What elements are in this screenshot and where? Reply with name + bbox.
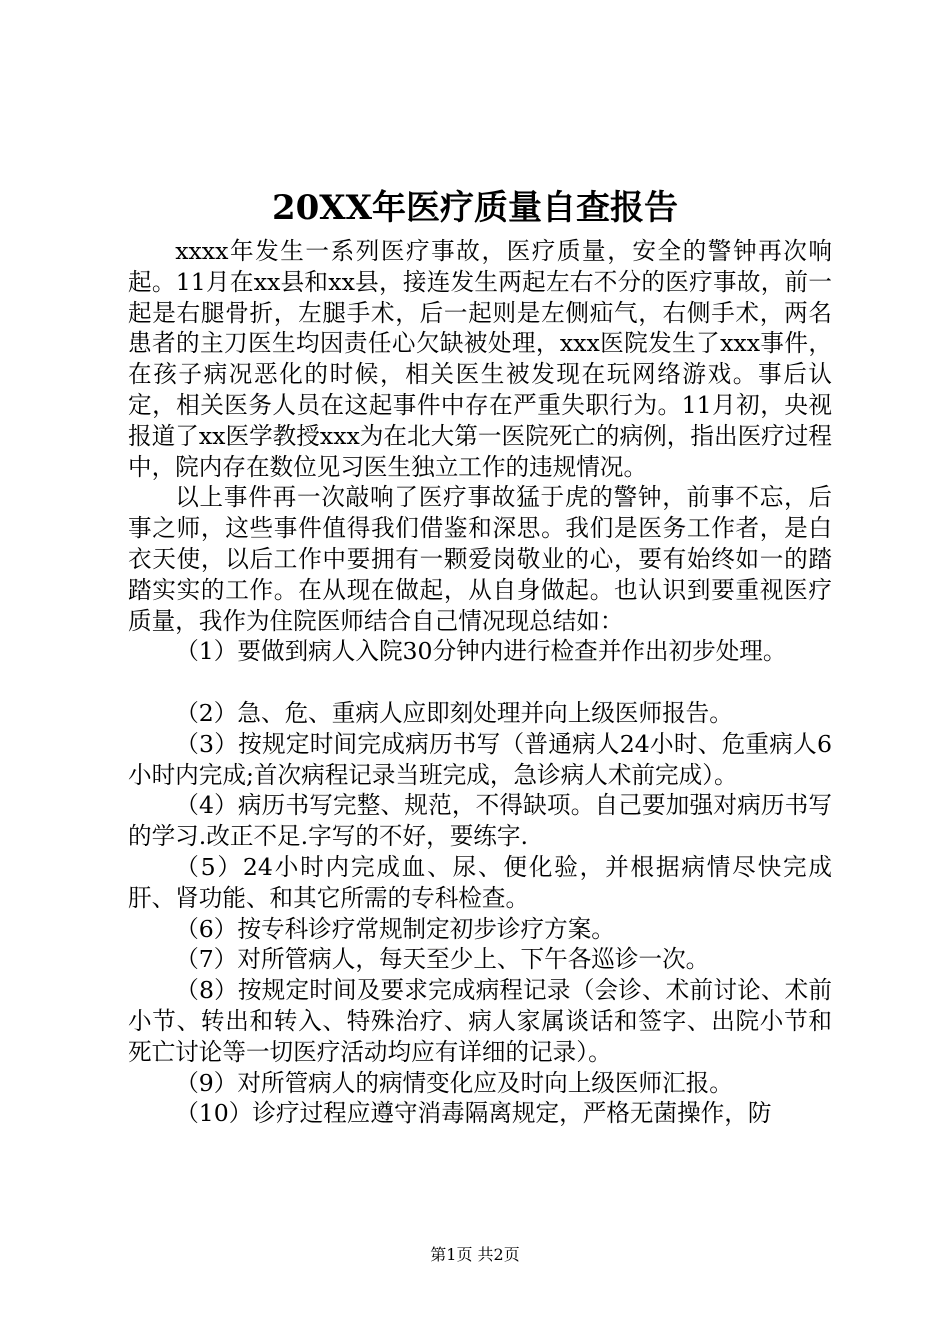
- list-item-3: （3）按规定时间完成病历书写（普通病人24小时、危重病人6小时内完成;首次病程记录当班完成，急诊病人术前完成）。: [128, 729, 832, 789]
- document-body: [128, 236, 832, 1129]
- list-item-1: （1）要做到病人入院30分钟内进行检查并作出初步处理。: [175, 637, 787, 666]
- list-item-7: （7）对所管病人，每天至少上、下午各巡诊一次。: [175, 945, 710, 974]
- document-title: 20XX年医疗质量自查报告: [271, 188, 679, 228]
- paragraph-reflection: 以上事件再一次敲响了医疗事故猛于虎的警钟，前事不忘，后事之师，这些事件值得我们借鉴和深思。我们是医务工作者，是白衣天使，以后工作中要拥有一颗爱岗敬业的心，要有始终如一的踏踏实实的工作。在从现在做起，从自身做起。也认识到要重视医疗质量，我作为住院医师结合自己情况现总结如：: [128, 483, 832, 635]
- list-item-8: （8）按规定时间及要求完成病程记录（会诊、术前讨论、术前小节、转出和转入、特殊治疗、病人家属谈话和签字、出院小节和死亡讨论等一切医疗活动均应有详细的记录）。: [128, 976, 832, 1066]
- list-item-10: （10）诊疗过程应遵守消毒隔离规定，严格无菌操作，防: [175, 1099, 772, 1128]
- list-item-9: （9）对所管病人的病情变化应及时向上级医师汇报。: [175, 1068, 733, 1097]
- paragraph-intro: xxxx年发生一系列医疗事故，医疗质量，安全的警钟再次响起。11月在xx县和xx县，接连发生两起左右不分的医疗事故，前一起是右腿骨折，左腿手术，后一起则是左侧疝气，右侧手术，两名患者的主刀医生均因责任心欠缺被处理，xxx医院发生了xxx事件，在孩子病况恶化的时候，相关医生被发现在玩网络游戏。事后认定，相关医务人员在这起事件中存在严重失职行为。11月初，央视报道了xx医学教授xxx为在北大第一医院死亡的病例，指出医疗过程中，院内存在数位见习医生独立工作的违规情况。: [128, 237, 832, 481]
- page-footer: 第1页 共2页: [430, 1245, 520, 1264]
- list-item-6: （6）按专科诊疗常规制定初步诊疗方案。: [175, 914, 615, 943]
- list-item-5: （5）24小时内完成血、尿、便化验，并根据病情尽快完成肝、肾功能、和其它所需的专科检查。: [128, 852, 832, 912]
- list-item-2: （2）急、危、重病人应即刻处理并向上级医师报告。: [175, 698, 733, 727]
- list-item-4: （4）病历书写完整、规范，不得缺项。自己要加强对病历书写的学习.改正不足.字写的不好，要练字.: [128, 791, 832, 851]
